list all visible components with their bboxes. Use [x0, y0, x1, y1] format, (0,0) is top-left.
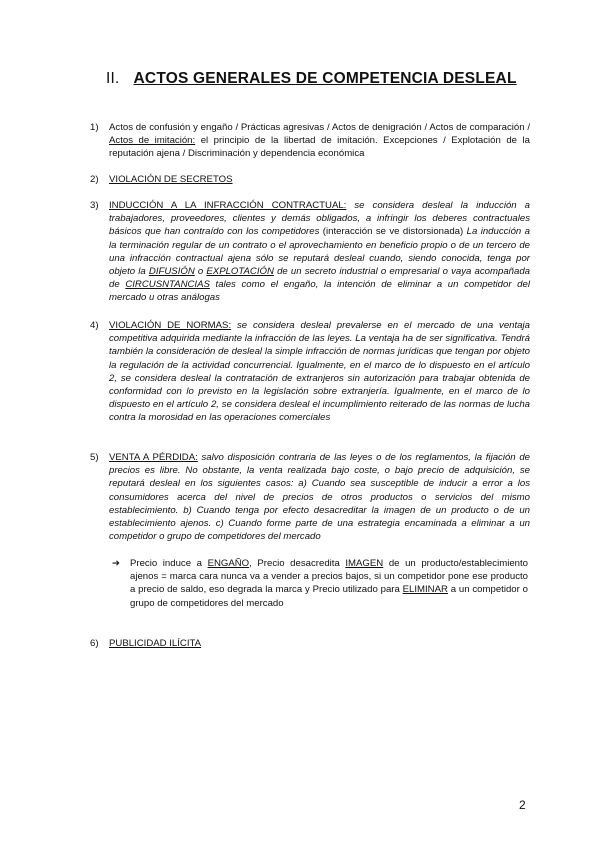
s2-heading: VIOLACIÓN DE SECRETOS	[109, 174, 233, 185]
s3-underlined-2: DIFUSIÓN	[148, 266, 195, 278]
section-1-text	[109, 121, 530, 161]
s1-underlined: Actos de imitación:	[109, 135, 196, 147]
bullet-text-4: a un competidor o grupo de competidores del mercado	[130, 584, 528, 609]
s3-text-1: se considera desleal la inducción a trabajadores, proveedores, clientes y demás obligados, a infringir los deberes contractuales básicos que han contraído con los competidores	[109, 200, 530, 238]
s4-text: se considera desleal prevalerse en el mercado de una ventaja competitiva adquirida mediante la infracción de las leyes. La ventaja ha de ser significativa. Tendrá también la consideración de desleal la simple infracción de normas jurídicas que tengan por objeto la regulación de la actividad concurrencial. Igualmente, en el marco de lo dispuesto en el artículo 2, se considera desleal la contratación de extranjeros sin autorización para trabajar obtenida de conformidad con lo previsto en la legislación sobre extranjería. Igualmente, en el marco de lo dispuesto en el artículo 2, se considera desleal el incumplimiento reiterado de las normas de lucha contra la morosidad en las operaciones comerciales	[109, 320, 530, 424]
section-5	[90, 451, 530, 543]
s3-text-3: La inducción a la terminación regular de un contrato o el aprovechamiento en beneficio propio o de un tercero de una infracción contractual ajena sólo se reputará desleal cuando, siendo conocida, tenga por objeto la	[109, 226, 530, 278]
s1-text-b: el principio de la libertad de imitación. Excepciones / Explotación de la reputación ajena / Discriminación y dependencia económica	[109, 135, 530, 160]
section-2-text	[109, 173, 530, 186]
section-2-number: 2)	[90, 174, 99, 185]
bullet-text-3: de un producto/establecimiento ajenos = marca cara nunca va a vender a precios bajos, si un competidor pone ese producto a precio de saldo, eso degrada la marca y Precio utilizado para	[130, 558, 528, 596]
section-3	[90, 199, 530, 305]
s5-heading: VENTA A PÉRDIDA:	[109, 452, 198, 463]
title-text: ACTOS GENERALES DE COMPETENCIA DESLEAL	[133, 70, 517, 87]
section-4-text	[109, 319, 530, 425]
section-3-text	[109, 199, 530, 305]
section-3-number: 3)	[90, 200, 99, 211]
arrow-icon: ➔	[112, 558, 121, 569]
bullet-text	[130, 557, 528, 610]
s3-underlined-4: CIRCUSNTANCIAS	[125, 279, 210, 291]
bullet-text-1: Precio induce a	[130, 558, 208, 569]
s4-heading: VIOLACIÓN DE NORMAS:	[109, 320, 232, 331]
section-6	[90, 637, 530, 650]
s3-text-5: de un secreto industrial o empresarial o vaya acompañada de	[109, 266, 530, 291]
section-4-number: 4)	[90, 320, 99, 331]
section-4	[90, 319, 530, 425]
title-roman-numeral: II.	[106, 70, 120, 87]
section-5-text	[109, 451, 530, 543]
s1-text-a: Actos de confusión y engaño / Prácticas agresivas / Actos de denigración / Actos de comparación /	[109, 122, 530, 133]
section-2	[90, 173, 530, 186]
s3-heading: INDUCCIÓN A LA INFRACCIÓN CONTRACTUAL:	[109, 200, 347, 211]
bullet-underlined-2: IMAGEN	[345, 558, 384, 569]
page-title	[106, 70, 517, 88]
bullet-underlined-1: ENGAÑO	[207, 558, 250, 569]
section-5-number: 5)	[90, 452, 99, 463]
s6-heading: PUBLICIDAD ILÍCITA	[109, 638, 202, 649]
bullet-note	[112, 557, 528, 610]
s3-underlined-3: EXPLOTACIÓN	[206, 266, 274, 278]
page-number: 2	[519, 798, 526, 812]
bullet-text-2: , Precio desacredita	[249, 558, 346, 569]
s3-text-6: tales como el engaño, la intención de eliminar a un competidor del mercado u otras análogas	[109, 279, 530, 304]
section-1-number: 1)	[90, 122, 99, 133]
section-6-number: 6)	[90, 638, 99, 649]
s5-text: salvo disposición contraria de las leyes o de los reglamentos, la fijación de precios es libre. No obstante, la venta realizada bajo coste, o bajo precio de adquisición, se reputará desleal en los siguientes casos: a) Cuando sea susceptible de inducir a error a los consumidores acerca del nivel de precios de otros productos o servicios del mismo establecimiento. b) Cuando tenga por efecto desacreditar la imagen de un producto o de un establecimiento ajenos. c) Cuando forme parte de una estrategia encaminada a eliminar a un competidor o grupo de competidores del mercado	[109, 452, 530, 543]
section-1	[90, 121, 530, 161]
section-6-text	[109, 637, 530, 650]
s3-text-4: o	[194, 266, 207, 278]
bullet-underlined-3: ELIMINAR	[402, 584, 448, 596]
s3-text-2: (interacción se ve distorsionada)	[319, 226, 467, 238]
